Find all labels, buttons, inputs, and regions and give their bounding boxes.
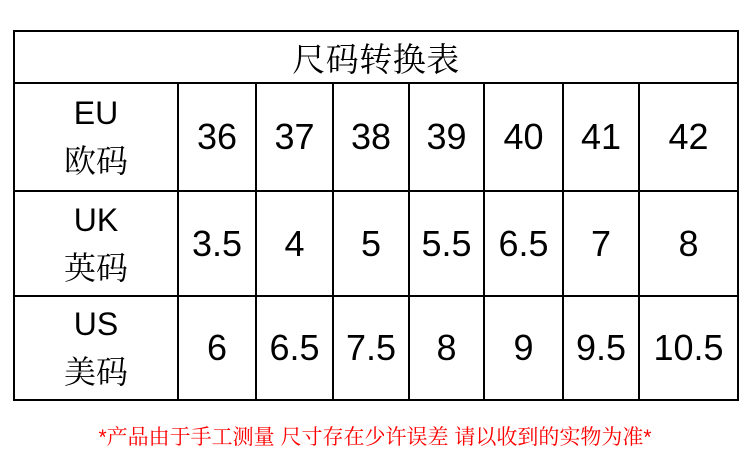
size-value-eu-5: 40 — [484, 83, 563, 191]
table-title: 尺码转换表 — [14, 31, 738, 83]
size-value-eu-2: 37 — [256, 83, 333, 191]
size-value-eu-7: 42 — [639, 83, 738, 191]
row-name-uk: 英码 — [63, 249, 128, 286]
size-value-uk-1: 3.5 — [178, 191, 256, 296]
row-name-eu: 欧码 — [63, 143, 128, 179]
table-row-uk — [14, 191, 738, 296]
size-value-uk-5: 6.5 — [484, 191, 563, 296]
size-value-uk-6: 7 — [563, 191, 639, 296]
size-value-us-2: 6.5 — [256, 296, 333, 400]
size-value-eu-4: 39 — [409, 83, 484, 191]
row-label-us — [14, 296, 178, 400]
table-title-row — [14, 31, 738, 83]
size-value-us-7: 10.5 — [639, 296, 738, 400]
row-code-eu: EU — [73, 95, 119, 131]
size-value-us-1: 6 — [178, 296, 256, 400]
size-value-uk-4: 5.5 — [409, 191, 484, 296]
table-row-eu — [14, 83, 738, 191]
row-label-eu — [14, 83, 178, 191]
footer-disclaimer: *产品由于手工测量 尺寸存在少许误差 请以收到的实物为准* — [98, 426, 652, 449]
size-value-eu-3: 38 — [333, 83, 409, 191]
size-value-eu-1: 36 — [178, 83, 256, 191]
size-value-us-3: 7.5 — [333, 296, 409, 400]
size-value-eu-6: 41 — [563, 83, 639, 191]
size-value-us-4: 8 — [409, 296, 484, 400]
row-code-us: US — [73, 306, 119, 342]
size-value-uk-2: 4 — [256, 191, 333, 296]
row-code-uk: UK — [73, 201, 119, 238]
row-label-uk — [14, 191, 178, 296]
row-name-us: 美码 — [63, 354, 128, 390]
size-value-uk-7: 8 — [639, 191, 738, 296]
table-row-us — [14, 296, 738, 400]
size-value-us-5: 9 — [484, 296, 563, 400]
size-value-us-6: 9.5 — [563, 296, 639, 400]
size-conversion-table — [13, 30, 739, 401]
size-value-uk-3: 5 — [333, 191, 409, 296]
